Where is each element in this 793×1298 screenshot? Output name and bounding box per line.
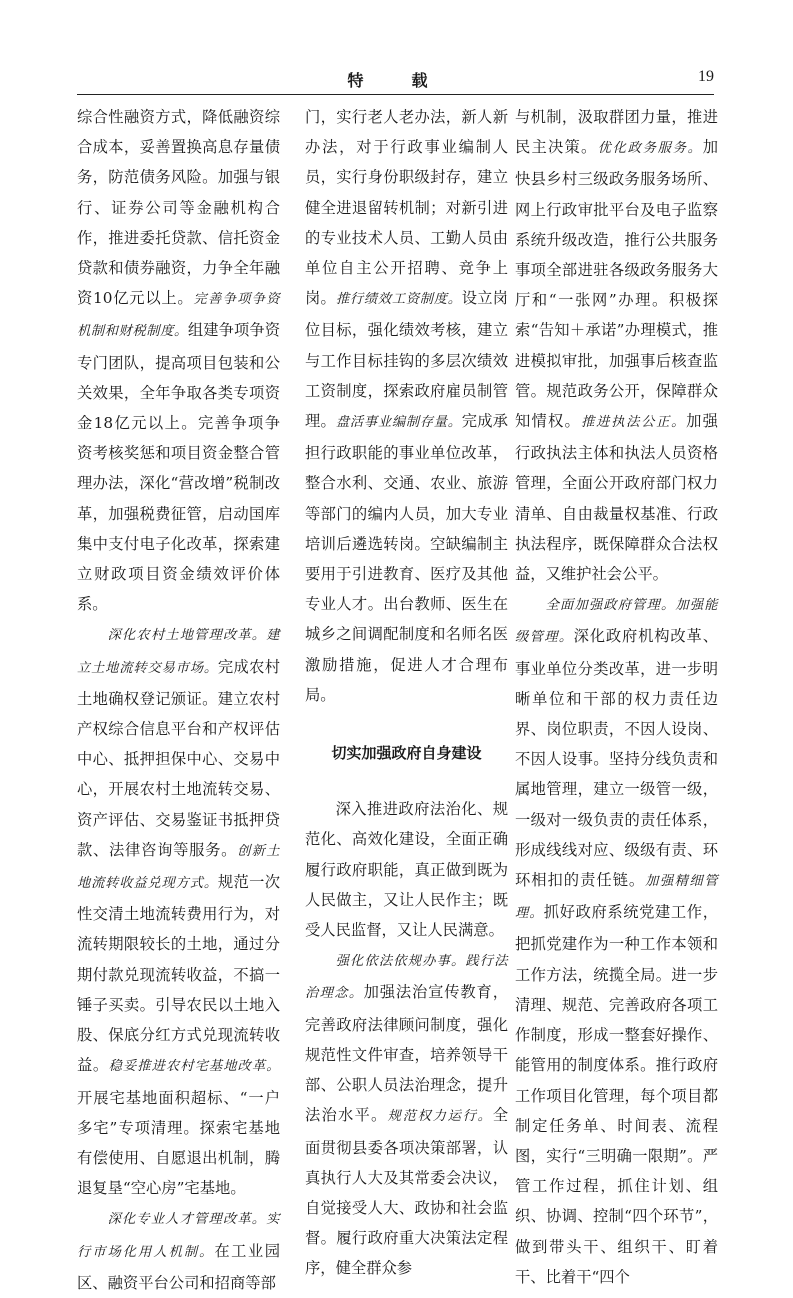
body-text: 完成农村土地确权登记颁证。建立农村产权综合信息平台和产权评估中心、抵押担保中心、交易中心，开展农村土地流转交易、资产评估、交易鉴证书抵押贷款、法律咨询等服务。 bbox=[77, 657, 280, 859]
paragraph bbox=[77, 619, 280, 1203]
keyword-heading: 深化专业人才管理改革。实行市场化用人机制。 bbox=[77, 1212, 280, 1260]
body-text: 设立岗位目标，强化绩效考核，建立与工作目标挂钩的多层次绩效工资制度，探索政府雇员制管理。 bbox=[305, 289, 508, 431]
body-text: 深化政府机构改革、事业单位分类改革，进一步明晰单位和干部的权力责任边界、岗位职责，不因人设岗、不因人设事。坚持分线负责和属地管理，建立一级管一级，一级对一级负责的责任体系，形成线线对应、级级有责、环环相扣的责任链。 bbox=[515, 627, 718, 890]
keyword-heading: 加强精细管理。 bbox=[515, 874, 718, 922]
keyword-heading: 完善争项争资机制和财税制度。 bbox=[77, 292, 281, 340]
text-column-3 bbox=[515, 102, 718, 1286]
body-text: 与机制，汲取群团力量，推进民主决策。 bbox=[515, 108, 718, 157]
paragraph bbox=[77, 1203, 280, 1298]
keyword-heading: 优化政务服务。 bbox=[597, 141, 703, 157]
paragraph bbox=[305, 102, 508, 710]
keyword-heading: 盘活事业编制存量。 bbox=[335, 415, 462, 431]
body-text: 综合性融资方式，降低融资综合成本，妥善置换高息存量债务，防范债务风险。加强与银行、证券公司等金融机构合作，推进委托贷款、信托资金贷款和债券融资，力争全年融资10亿元以上。 bbox=[77, 108, 280, 308]
keyword-heading: 全面加强政府管理。加强能级管理。 bbox=[515, 598, 718, 646]
header-rule bbox=[77, 94, 714, 95]
keyword-heading: 稳妥推进农村宅基地改革。 bbox=[108, 1059, 280, 1075]
body-text: 规范一次性交清土地流转费用行为，对流转期限较长的土地，通过分期付款兑现流转收益，不搞一锤子买卖。引导农民以土地入股、保底分红方式兑现流转收益。 bbox=[77, 873, 280, 1075]
keyword-heading: 推进执法公正。 bbox=[581, 415, 687, 431]
page-number: 19 bbox=[698, 68, 714, 85]
body-text: 抓好政府系统党建工作，把抓党建作为一种工作本领和工作方法，统揽全局。进一步清理、规范、完善政府各项工作制度，形成一整套好操作、能管用的制度体系。推行政府工作项目化管理，每个项目都制定任务单、时间表、流程图，实行“三明确一限期”。严管工作过程，抓住计划、组织、协调、控制“四个环节”，做到带头干、组织干、盯着干、比着干“四个 bbox=[515, 903, 718, 1286]
running-header bbox=[77, 68, 714, 92]
body-text: 全面贯彻县委各项决策部署，认真执行人大及其常委会决议，自觉接受人大、政协和社会监督。履行政府重大决策法定程序，健全群众参 bbox=[305, 1106, 508, 1278]
paragraph bbox=[305, 945, 508, 1283]
body-text: 组建争项争资专门团队，提高项目包装和公关效果，全年争取各类专项资金18亿元以上。完善争项争资考核奖惩和项目资金整合管理办法，深化“营改增”税制改革，加强税费征管，启动国库集中支付电子化改革，探索建立财政项目资金绩效评价体系。 bbox=[77, 321, 280, 614]
body-text: 加强法治宣传教育，完善政府法律顾问制度，强化规范性文件审查，培养领导干部、公职人员法治理念，提升法治水平。 bbox=[305, 983, 508, 1125]
body-text: 加快县乡村三级政务服务场所、网上行政审批平台及电子监察系统升级改造，推行公共服务事项全部进驻各级政务服务大厅和“一张网”办理。积极探索“告知＋承诺”办理模式，推进模拟审批，加强事后核查监管。规范政务公开，保障群众知情权。 bbox=[515, 138, 718, 431]
body-text: 在工业园区、融资平台公司和招商等部 bbox=[77, 1241, 280, 1292]
section-heading: 切实加强政府自身建设 bbox=[331, 744, 482, 763]
keyword-heading: 规范权力运行。 bbox=[387, 1109, 493, 1125]
body-text: 完成承担行政职能的事业单位改革，整合水利、交通、农业、旅游等部门的编内人员，加大专业培训后遴选转岗。空缺编制主要用于引进教育、医疗及其他专业人才。出台教师、医生在城乡之间调配制度和名师名医激励措施，促进人才合理布局。 bbox=[305, 412, 508, 704]
keyword-heading: 强化依法依规办事。践行法治理念。 bbox=[305, 954, 508, 1002]
paragraph bbox=[305, 794, 508, 945]
body-text: 深入推进政府法治化、规范化、高效化建设，全面正确履行政府职能，真正做到既为人民做主，又让人民作主；既受人民监督，又让人民满意。 bbox=[305, 800, 508, 940]
keyword-heading: 推行绩效工资制度。 bbox=[335, 292, 462, 308]
body-text: 加强行政执法主体和执法人员资格管理，全面公开政府部门权力清单、自由裁量权基准、行政执法程序，既保障群众合法权益，又维护社会公平。 bbox=[515, 412, 718, 584]
paragraph bbox=[515, 102, 718, 589]
paragraph bbox=[515, 589, 718, 1292]
keyword-heading: 深化农村土地管理改革。建立土地流转交易市场。 bbox=[77, 628, 280, 676]
text-column-1 bbox=[77, 102, 281, 1292]
paragraph bbox=[77, 102, 280, 619]
body-text: 门，实行老人老办法，新人新办法，对于行政事业编制人员，实行身份职级封存，建立健全进退留转机制；对新引进的专业技术人员、工勤人员由单位自主公开招聘、竞争上岗。 bbox=[305, 108, 508, 308]
text-column-2 bbox=[305, 102, 508, 1278]
keyword-heading: 创新土地流转收益兑现方式。 bbox=[77, 843, 280, 892]
body-text: 开展宅基地面积超标、“一户多宅”专项清理。探索宅基地有偿使用、自愿退出机制，腾退复垦“空心房”宅基地。 bbox=[77, 1088, 280, 1198]
section-header-title: 特 载 bbox=[347, 71, 444, 90]
